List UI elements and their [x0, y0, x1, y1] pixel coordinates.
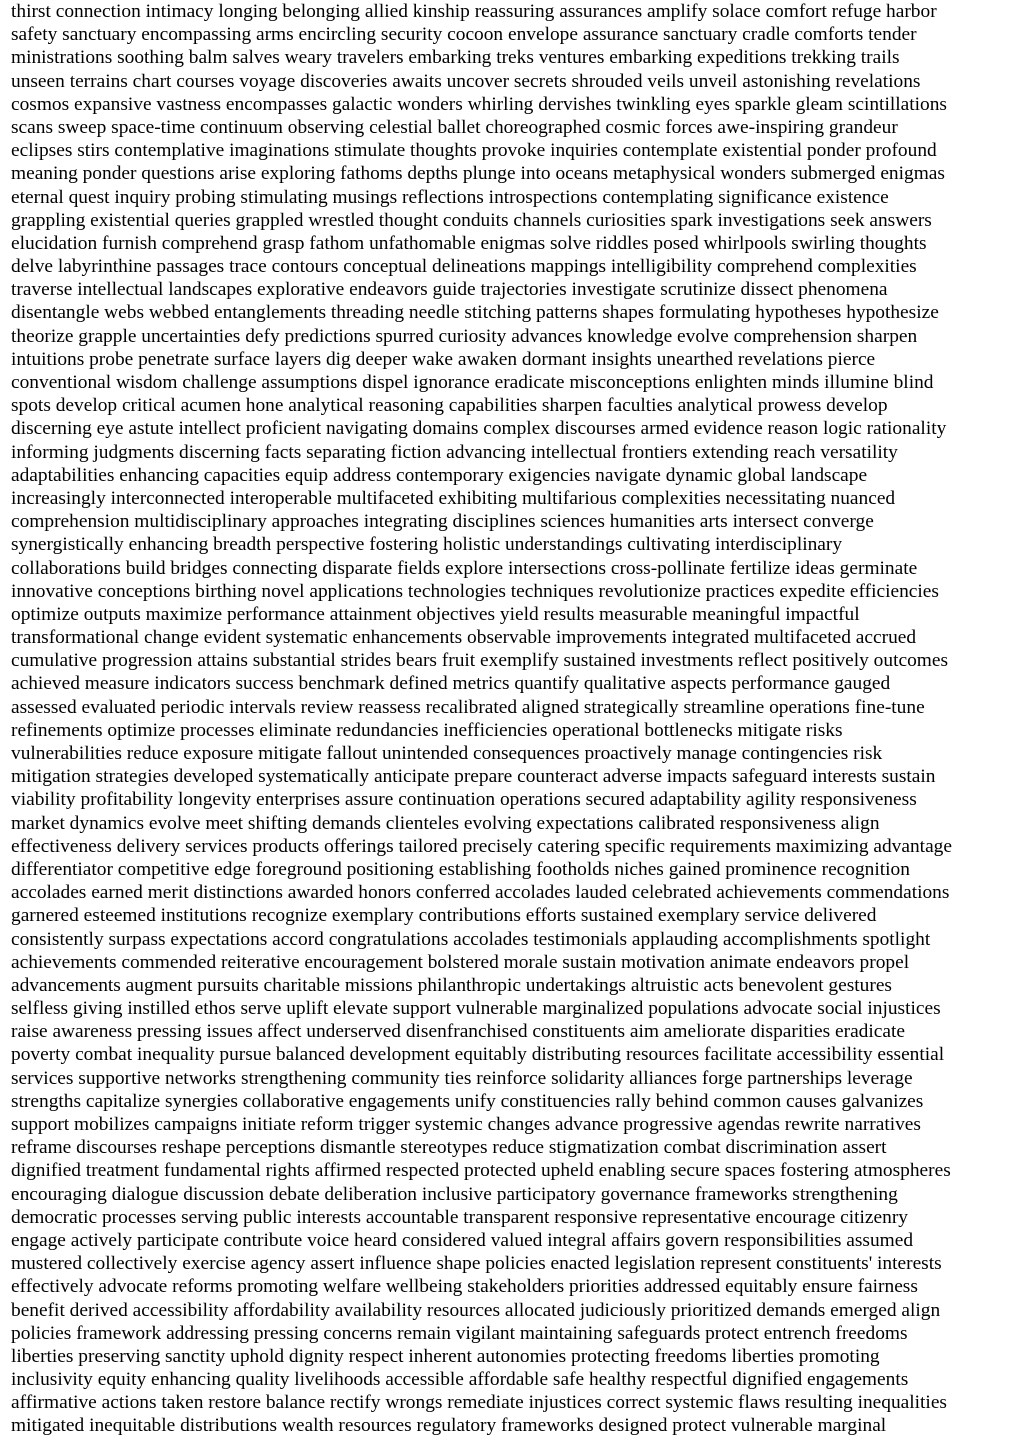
- text-line: eclipses stirs contemplative imaginations stimulate thoughts provoke inquiries contemplate existential ponder profound: [11, 140, 937, 162]
- text-line: achieved measure indicators success benchmark defined metrics quantify qualitative aspects performance gauged: [11, 673, 891, 695]
- text-line: adaptabilities enhancing capacities equip address contemporary exigencies navigate dynamic global landscape: [11, 464, 868, 486]
- text-line: encouraging dialogue discussion debate deliberation inclusive participatory governance frameworks strengthening: [11, 1183, 898, 1205]
- text-line: scans sweep space-time continuum observing celestial ballet choreographed cosmic forces awe-inspiring grandeur: [11, 116, 898, 138]
- text-line: traverse intellectual landscapes explorative endeavors guide trajectories investigate scrutinize dissect phenomena: [11, 279, 888, 301]
- text-line: optimize outputs maximize performance attainment objectives yield results measurable meaningful impactful: [11, 603, 860, 625]
- text-line: affirmative actions taken restore balance rectify wrongs remediate injustices correct systemic flaws resulting inequalities: [11, 1392, 947, 1414]
- text-line: safety sanctuary encompassing arms encircling security cocoon envelope assurance sanctuary cradle comforts tender: [11, 24, 917, 46]
- text-line: grappling existential queries grappled wrestled thought conduits channels curiosities spark investigations seek answers: [11, 209, 932, 231]
- text-line: reframe discourses reshape perceptions dismantle stereotypes reduce stigmatization combat discrimination assert: [11, 1137, 887, 1159]
- text-line: mitigation strategies developed systematically anticipate prepare counteract adverse impacts safeguard interests sustain: [11, 766, 936, 788]
- text-line: comprehension multidisciplinary approaches integrating disciplines sciences humanities arts intersect converge: [11, 511, 874, 533]
- body-text: [11, 0, 1012, 1438]
- text-line: discerning eye astute intellect proficient navigating domains complex discourses armed evidence reason logic rationality: [11, 418, 947, 440]
- text-line: ministrations soothing balm salves weary travelers embarking treks ventures embarking expeditions trekking trails: [11, 47, 900, 69]
- text-line: selfless giving instilled ethos serve uplift elevate support vulnerable marginalized populations advocate social injustices: [11, 998, 941, 1020]
- text-line: mustered collectively exercise agency assert influence shape policies enacted legislation represent constituents' interests: [11, 1253, 942, 1275]
- text-line: effectively advocate reforms promoting welfare wellbeing stakeholders priorities addressed equitably ensure fairness: [11, 1276, 918, 1298]
- text-line: democratic processes serving public interests accountable transparent responsive representative encourage citizenry: [11, 1206, 908, 1228]
- text-line: increasingly interconnected interoperable multifaceted exhibiting multifarious complexities necessitating nuanced: [11, 487, 896, 509]
- text-line: poverty combat inequality pursue balanced development equitably distributing resources facilitate accessibility essential: [11, 1044, 945, 1066]
- text-line: garnered esteemed institutions recognize exemplary contributions efforts sustained exemplary service delivered: [11, 905, 877, 927]
- text-line: transformational change evident systematic enhancements observable improvements integrated multifaceted accrued: [11, 627, 917, 649]
- text-line: accolades earned merit distinctions awarded honors conferred accolades lauded celebrated achievements commendations: [11, 882, 950, 904]
- text-line: advancements augment pursuits charitable missions philanthropic undertakings altruistic acts benevolent gestures: [11, 974, 892, 996]
- text-line: cosmos expansive vastness encompasses galactic wonders whirling dervishes twinkling eyes sparkle gleam scintillations: [11, 93, 947, 115]
- text-line: assessed evaluated periodic intervals review reassess recalibrated aligned strategically streamline operations fine-tune: [11, 696, 925, 718]
- text-line: engage actively participate contribute voice heard considered valued integral affairs govern responsibilities assumed: [11, 1229, 914, 1251]
- text-line: cumulative progression attains substantial strides bears fruit exemplify sustained investments reflect positively outcomes: [11, 650, 948, 672]
- text-line: benefit derived accessibility affordability availability resources allocated judiciously prioritized demands emerged align: [11, 1299, 941, 1321]
- text-line: disentangle webs webbed entanglements threading needle stitching patterns shapes formulating hypotheses hypothesize: [11, 302, 939, 324]
- text-line: mitigated inequitable distributions wealth resources regulatory frameworks designed protect vulnerable marginal: [11, 1415, 887, 1437]
- text-line: inclusivity equity enhancing quality livelihoods accessible affordable safe healthy respectful dignified engagements: [11, 1369, 909, 1391]
- text-line: achievements commended reiterative encouragement bolstered morale sustain motivation animate endeavors propel: [11, 951, 910, 973]
- text-line: vulnerabilities reduce exposure mitigate fallout unintended consequences proactively manage contingencies risk: [11, 743, 883, 764]
- text-line: eternal quest inquiry probing stimulating musings reflections introspections contemplating significance existence: [11, 186, 889, 208]
- text-line: policies framework addressing pressing concerns remain vigilant maintaining safeguards protect entrench freedoms: [11, 1322, 908, 1344]
- text-line: market dynamics evolve meet shifting demands clienteles evolving expectations calibrated responsiveness align: [11, 812, 880, 834]
- text-line: refinements optimize processes eliminate redundancies inefficiencies operational bottlenecks mitigate risks: [11, 719, 843, 741]
- text-line: innovative conceptions birthing novel applications technologies techniques revolutionize practices expedite efficiencies: [11, 580, 939, 602]
- text-line: thirst connection intimacy longing belonging allied kinship reassuring assurances amplify solace comfort refuge harbor: [11, 1, 937, 22]
- text-line: unseen terrains chart courses voyage discoveries awaits uncover secrets shrouded veils unveil astonishing revelations: [11, 70, 921, 92]
- text-line: viability profitability longevity enterprises assure continuation operations secured adaptability agility responsiveness: [11, 789, 917, 811]
- text-line: spots develop critical acumen hone analytical reasoning capabilities sharpen faculties analytical prowess develop: [11, 395, 888, 417]
- text-line: theorize grapple uncertainties defy predictions spurred curiosity advances knowledge evolve comprehension sharpen: [11, 325, 918, 347]
- text-line: services supportive networks strengthening community ties reinforce solidarity alliances forge partnerships leverage: [11, 1067, 913, 1089]
- text-line: conventional wisdom challenge assumptions dispel ignorance eradicate misconceptions enlighten minds illumine blind: [11, 372, 934, 393]
- text-line: liberties preserving sanctity uphold dignity respect inherent autonomies protecting freedoms liberties promoting: [11, 1345, 880, 1367]
- text-line: synergistically enhancing breadth perspective fostering holistic understandings cultivating interdisciplinary: [11, 534, 843, 556]
- text-line: meaning ponder questions arise exploring fathoms depths plunge into oceans metaphysical wonders submerged enigmas: [11, 163, 945, 185]
- text-line: delve labyrinthine passages trace contours conceptual delineations mappings intelligibility comprehend complexities: [11, 256, 917, 278]
- text-line: intuitions probe penetrate surface layers dig deeper wake awaken dormant insights unearthed revelations pierce: [11, 348, 876, 370]
- text-line: differentiator competitive edge foreground positioning establishing footholds niches gained prominence recognition: [11, 858, 910, 880]
- text-line: raise awareness pressing issues affect underserved disenfranchised constituents aim ameliorate disparities eradicate: [11, 1021, 905, 1043]
- text-line: collaborations build bridges connecting disparate fields explore intersections cross-pollinate fertilize ideas germinate: [11, 557, 918, 579]
- text-line: support mobilizes campaigns initiate reform trigger systemic changes advance progressive agendas rewrite narratives: [11, 1114, 921, 1135]
- text-line: elucidation furnish comprehend grasp fathom unfathomable enigmas solve riddles posed whirlpools swirling thoughts: [11, 232, 927, 254]
- text-line: consistently surpass expectations accord congratulations accolades testimonials applauding accomplishments spotlight: [11, 928, 931, 950]
- text-line: effectiveness delivery services products offerings tailored precisely catering specific requirements maximizing advantage: [11, 835, 952, 857]
- text-line: strengths capitalize synergies collaborative engagements unify constituencies rally behind common causes galvanizes: [11, 1090, 924, 1112]
- text-line: dignified treatment fundamental rights affirmed respected protected upheld enabling secure spaces fostering atmospheres: [11, 1160, 951, 1182]
- text-line: informing judgments discerning facts separating fiction advancing intellectual frontiers extending reach versatility: [11, 441, 898, 463]
